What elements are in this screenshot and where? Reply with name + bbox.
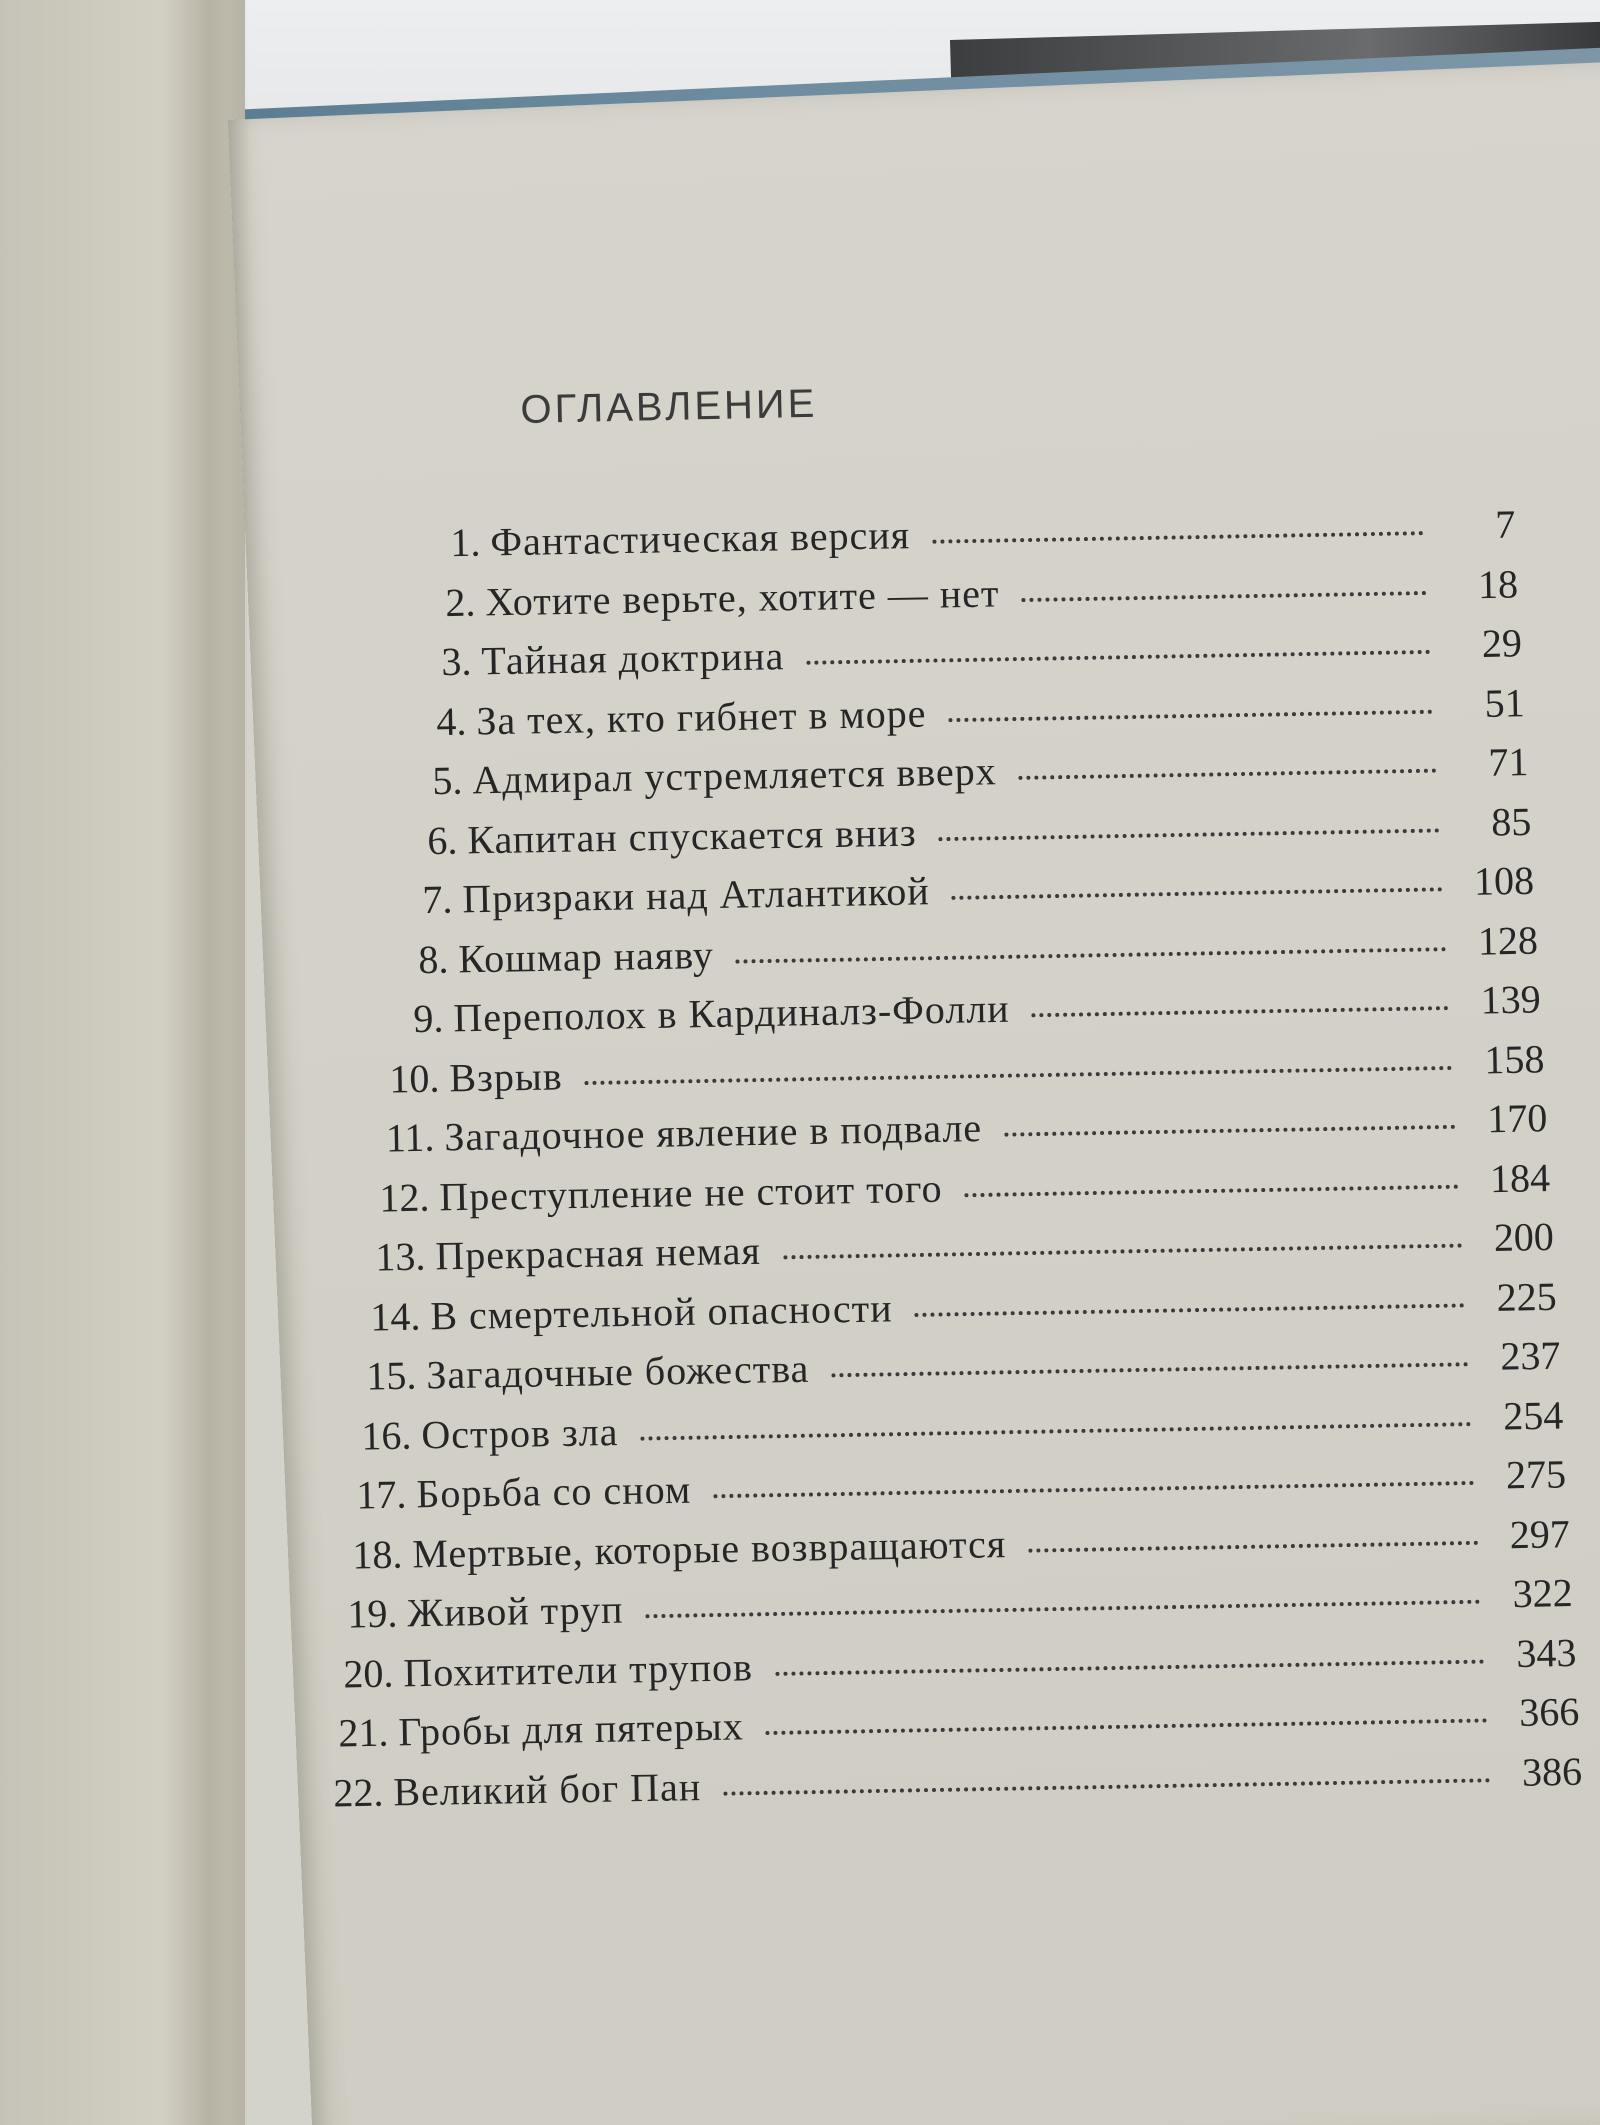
toc-dot-leader (915, 1303, 1465, 1317)
toc-entry-page: 158 (1483, 1035, 1545, 1082)
toc-entry (308, 1688, 1580, 1760)
toc-entry (382, 738, 1529, 808)
toc-entry-page: 366 (1518, 1688, 1580, 1735)
toc-entry (363, 975, 1541, 1046)
toc-entry (331, 1391, 1564, 1462)
toc-entry-page: 29 (1481, 620, 1523, 666)
toc-entry-number: 21. (338, 1709, 389, 1756)
toc-entry-title: Хотите верьте, хотите — нет (485, 569, 1001, 624)
toc-entry-page: 18 (1478, 560, 1519, 607)
toc-entry-number: 9. (413, 995, 444, 1042)
toc-dot-leader (783, 1244, 1462, 1260)
toc-entry-title: Остров зла (421, 1408, 619, 1457)
toc-entry (303, 1747, 1582, 1819)
toc-dot-leader (640, 1422, 1471, 1441)
toc-entry-page: 7 (1494, 501, 1516, 547)
toc-entry (313, 1628, 1577, 1700)
toc-dot-leader (736, 947, 1446, 963)
toc-entry-number: 19. (347, 1590, 398, 1637)
toc-entry-page: 139 (1480, 976, 1542, 1023)
toc-entry-title: Взрыв (448, 1052, 563, 1100)
toc-entry-number: 15. (365, 1352, 417, 1399)
toc-entry-page: 254 (1502, 1391, 1564, 1439)
toc-entry-title: Похитители трупов (402, 1643, 753, 1695)
toc-entry-title: Призраки над Атлантикой (462, 868, 931, 922)
toc-entry-title: Мертвые, которые возвращаются (411, 1520, 1007, 1576)
toc-entry-title: Борьба со сном (416, 1466, 692, 1517)
toc-entry-page: 237 (1499, 1332, 1561, 1379)
toc-entry-title: Переполох в Кардиналз-Фолли (453, 985, 1011, 1041)
toc-entry (368, 916, 1538, 986)
toc-entry-number: 22. (333, 1769, 385, 1815)
toc-entry (400, 501, 1516, 570)
toc-dot-leader (932, 531, 1423, 544)
toc-entry-title: В смертельной опасности (430, 1284, 894, 1338)
toc-entry-title: Загадочное явление в подвале (444, 1105, 983, 1160)
toc-dot-leader (965, 1184, 1459, 1197)
toc-dot-leader (724, 1778, 1491, 1795)
toc-entry-number: 16. (361, 1412, 412, 1458)
toc-entry (395, 560, 1518, 630)
toc-entry (317, 1569, 1573, 1641)
toc-entry-number: 13. (374, 1233, 426, 1280)
toc-entry-number: 2. (445, 579, 477, 625)
toc-dot-leader (952, 887, 1442, 900)
toc-dot-leader (1032, 1006, 1449, 1017)
toc-entry-page: 225 (1496, 1273, 1558, 1320)
toc-entry-number: 18. (351, 1531, 403, 1577)
toc-entry (326, 1450, 1566, 1522)
toc-entry-page: 170 (1486, 1095, 1548, 1142)
toc-entry-title: Загадочные божества (425, 1345, 810, 1398)
toc-entry-number: 20. (342, 1650, 394, 1696)
toc-entry-title: За тех, кто гибнет в море (476, 690, 928, 743)
toc-entry-page: 343 (1515, 1629, 1577, 1676)
toc-dot-leader (1028, 1540, 1478, 1552)
toc-dot-leader (831, 1362, 1468, 1377)
toc-entry (391, 619, 1522, 689)
toc-entry-page: 51 (1484, 679, 1526, 726)
toc-dot-leader (584, 1065, 1452, 1084)
toc-entry-title: Живой труп (407, 1586, 625, 1636)
toc-entry (322, 1510, 1570, 1582)
toc-entry-number: 5. (431, 757, 463, 804)
toc-entry (340, 1272, 1557, 1343)
toc-entry-title: Великий бог Пан (393, 1763, 702, 1814)
toc-entry-number: 11. (385, 1114, 435, 1161)
toc-entry-page: 322 (1512, 1570, 1574, 1617)
toc-entry (372, 857, 1534, 927)
toc-entry-page: 108 (1474, 857, 1535, 904)
toc-entry-number: 6. (427, 817, 458, 863)
toc-entry-page: 184 (1490, 1154, 1551, 1201)
toc-entry (359, 1035, 1545, 1106)
toc-dot-leader (714, 1481, 1475, 1498)
toc-entry-title: Капитан спускается вниз (467, 809, 917, 862)
toc-entry-title: Фантастическая версия (490, 512, 911, 565)
toc-entry (349, 1154, 1550, 1225)
toc-entry-number: 8. (417, 936, 449, 982)
toc-entry-number: 4. (436, 698, 467, 744)
toc-dot-leader (775, 1659, 1485, 1675)
toc-entry-title: Адмирал устремляется вверх (471, 748, 997, 803)
toc-dot-leader (646, 1600, 1481, 1619)
toc-entry-title: Прекрасная немая (434, 1227, 762, 1279)
toc-entry (345, 1213, 1554, 1284)
toc-dot-leader (1018, 769, 1436, 780)
toc-dot-leader (949, 709, 1433, 721)
toc-dot-leader (806, 650, 1430, 665)
toc-entry (336, 1332, 1561, 1403)
toc-dot-leader (939, 828, 1440, 841)
toc-dot-leader (1022, 591, 1427, 602)
toc-entry-title: Гробы для пятерых (398, 1703, 745, 1755)
toc-entry (354, 1094, 1548, 1165)
toc-entry-number: 10. (388, 1055, 440, 1101)
toc-entry-title: Преступление не стоит того (439, 1165, 944, 1219)
toc-dot-leader (766, 1718, 1487, 1735)
toc-entry (386, 679, 1525, 749)
toc-entry-title: Кошмар наяву (457, 931, 714, 981)
toc-entry-number: 1. (450, 519, 481, 566)
toc-entry-page: 275 (1506, 1451, 1567, 1498)
toc-entry-page: 71 (1487, 738, 1529, 785)
toc-entry-page: 85 (1490, 798, 1532, 845)
toc-title: ОГЛАВЛЕНИЕ (520, 381, 818, 432)
toc-entry-page: 200 (1493, 1213, 1555, 1260)
toc-entry-number: 17. (356, 1471, 408, 1518)
toc-entry-number: 12. (379, 1174, 431, 1220)
toc-entry-number: 7. (422, 876, 454, 923)
toc-entry-page: 297 (1509, 1510, 1571, 1557)
toc-dot-leader (1004, 1125, 1455, 1137)
toc-entry-page: 128 (1477, 917, 1539, 964)
toc-entry-number: 14. (370, 1293, 421, 1339)
toc-entry-number: 3. (440, 638, 472, 685)
toc-entry-title: Тайная доктрина (480, 633, 785, 684)
toc-entry-page: 386 (1522, 1748, 1583, 1795)
toc-entry (377, 797, 1532, 867)
